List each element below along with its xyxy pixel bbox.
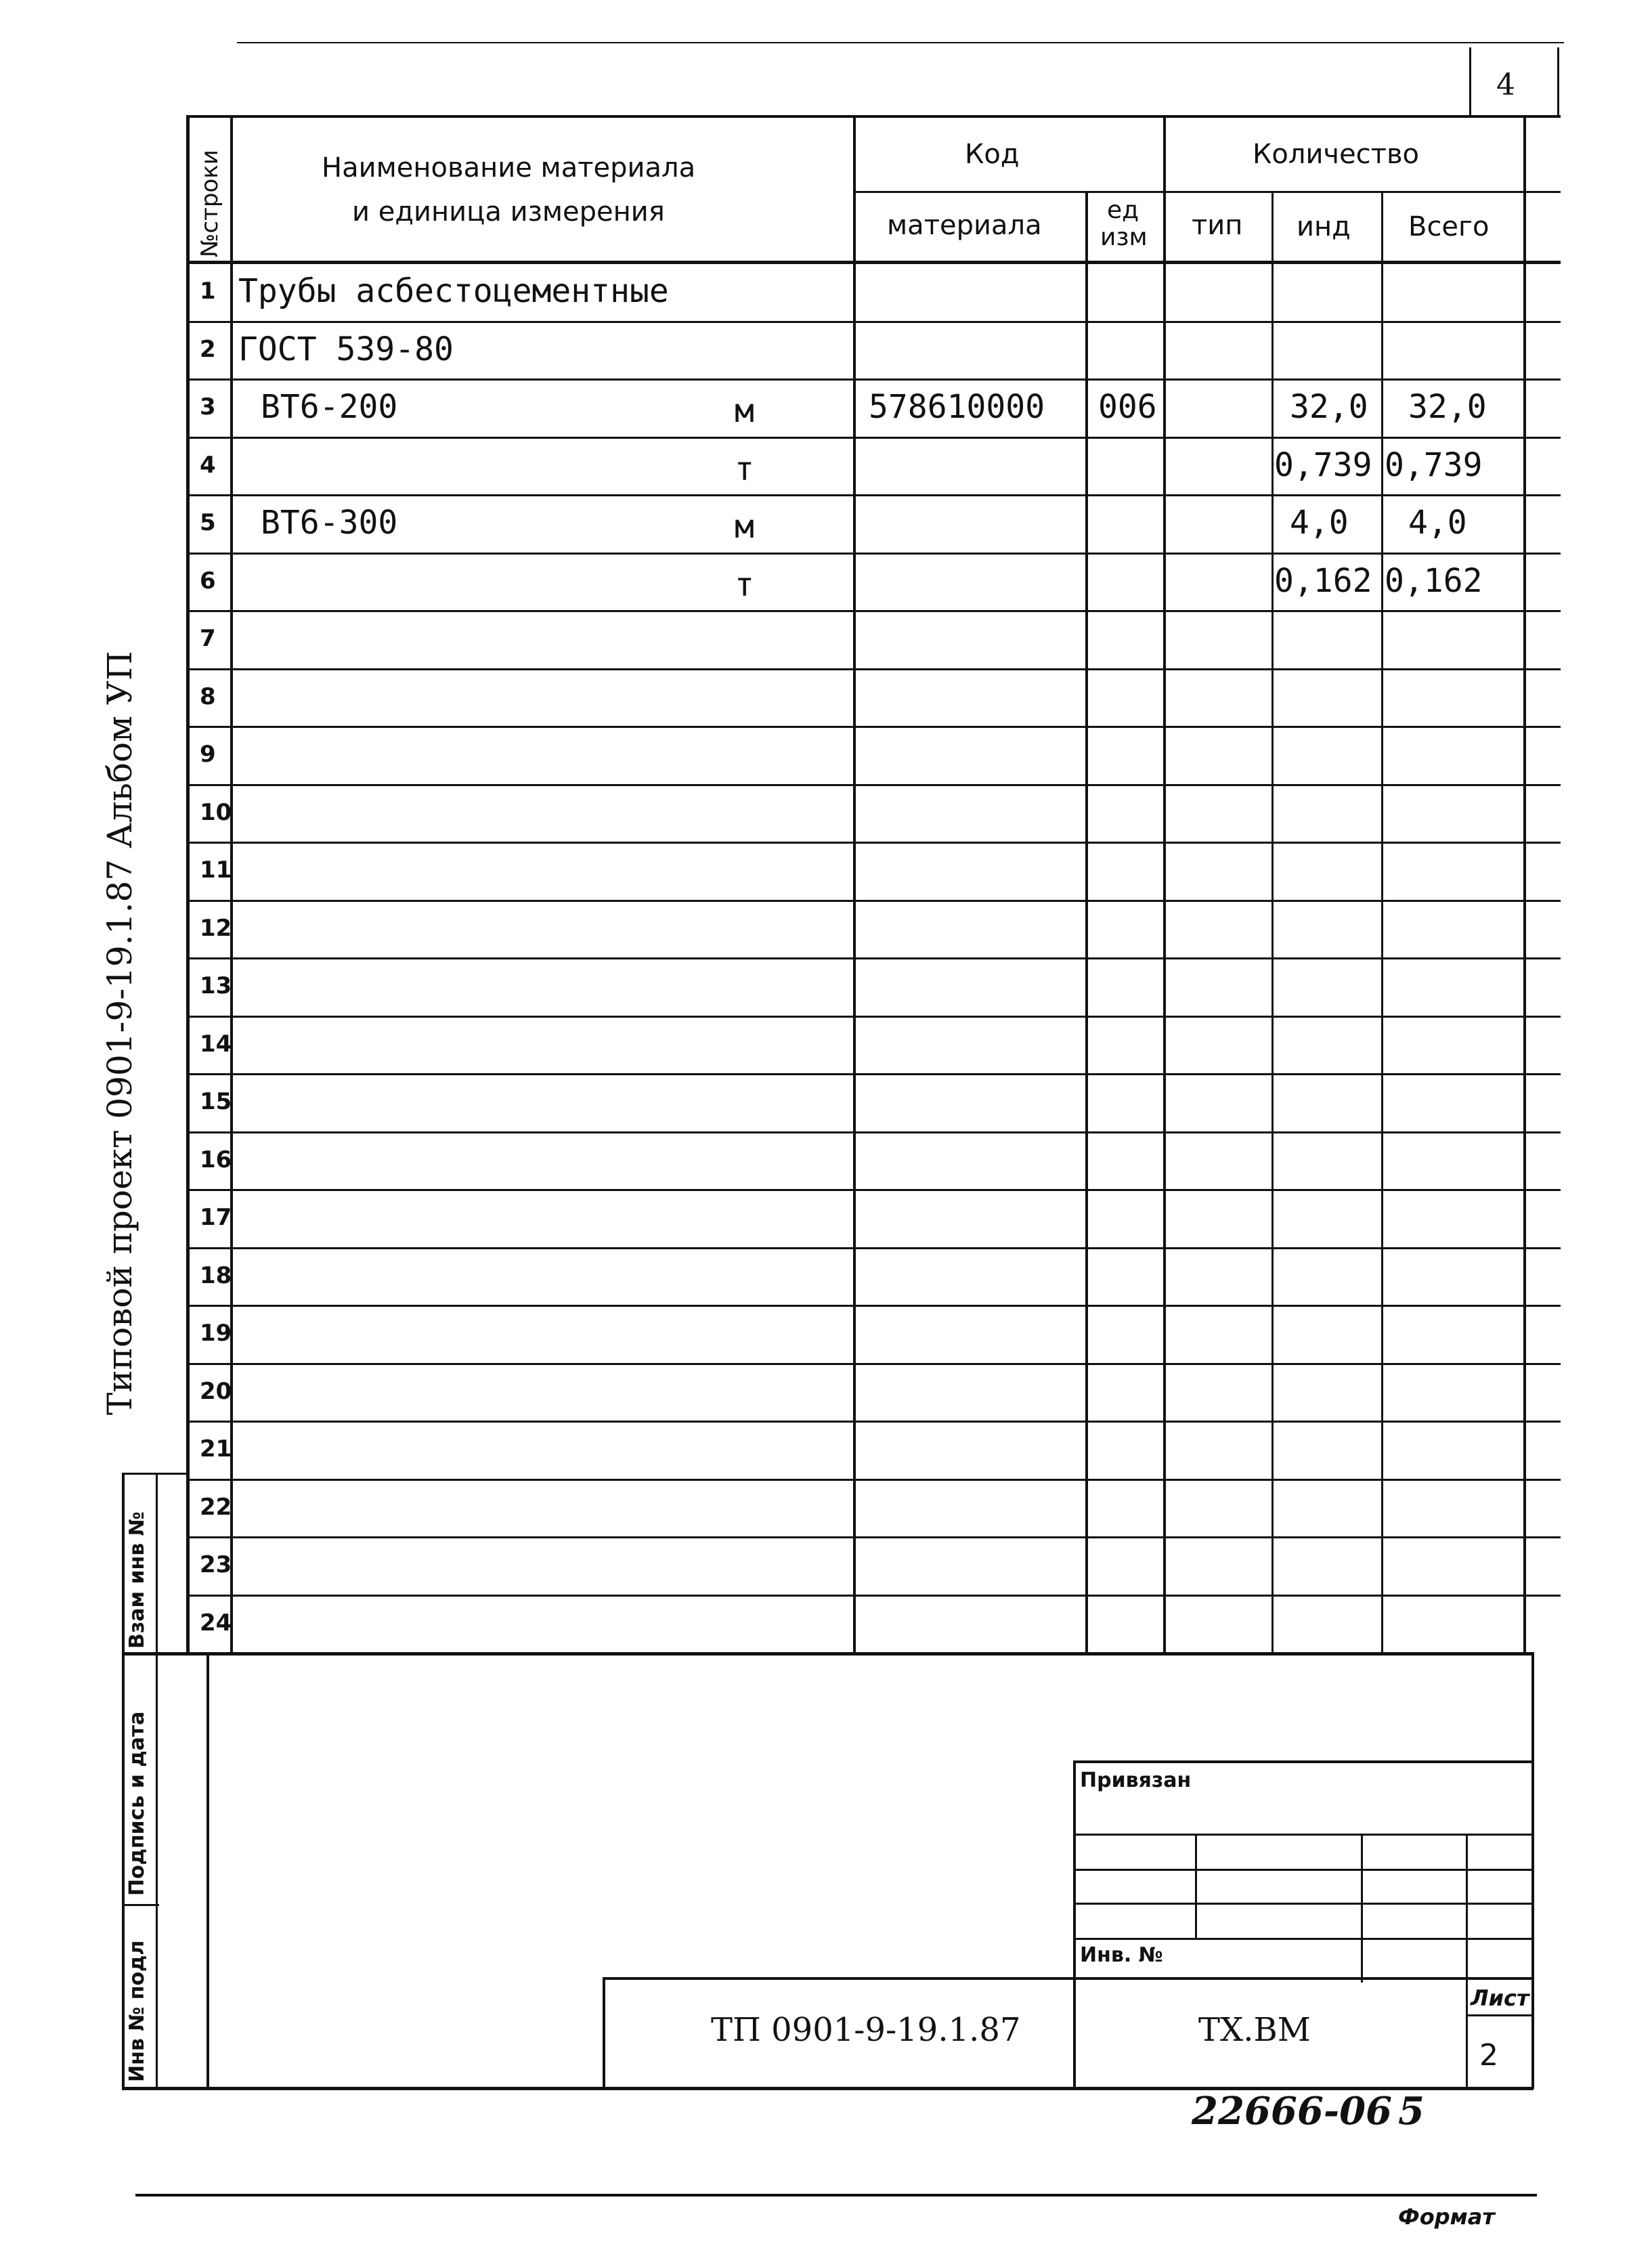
row-number: 13 (200, 972, 232, 999)
handwritten-number: 22666-06 (1192, 2089, 1392, 2134)
row-number: 4 (200, 451, 216, 479)
handwritten-number-2: 5 (1398, 2089, 1425, 2134)
row-divider (186, 1247, 1561, 1249)
doc-code: ТП 0901-9-19.1.87 (711, 2011, 1021, 2049)
row-divider (186, 437, 1561, 439)
row-divider (186, 1536, 1561, 1538)
material-name: ГОСТ 539-80 (238, 330, 454, 368)
podpis-label: Подпись и дата (125, 1711, 149, 1896)
header-name-line1: Наименование материала (322, 152, 696, 183)
inv-podl-label: Инв № подл (125, 1940, 149, 2082)
row-divider (186, 553, 1561, 555)
row-number: 17 (200, 1204, 232, 1231)
row-number: 7 (200, 625, 216, 652)
unit-code-cell: 006 (1098, 388, 1157, 426)
row-divider (186, 1189, 1561, 1191)
row-number: 5 (200, 509, 216, 536)
row-divider (186, 1073, 1561, 1075)
row-divider (186, 1595, 1561, 1597)
ind-cell: 32,0 (1290, 388, 1368, 426)
row-number: 6 (200, 567, 216, 594)
row-divider (186, 1305, 1561, 1307)
page-number: 4 (1496, 68, 1515, 102)
row-number: 11 (200, 857, 232, 884)
row-number: 10 (200, 798, 232, 826)
row-number: 9 (200, 741, 216, 768)
header-unit-2: изм (1100, 223, 1148, 251)
row-number: 23 (200, 1551, 232, 1578)
unit-cell: т (735, 450, 754, 488)
unit-cell: м (735, 392, 754, 430)
row-divider (186, 321, 1561, 323)
header-row-number: №строки (196, 150, 223, 257)
row-number: 21 (200, 1435, 232, 1463)
header-name-line2: и единица измерения (352, 196, 665, 228)
row-number: 18 (200, 1261, 232, 1289)
sheet-value: 2 (1479, 2038, 1498, 2073)
row-number: 8 (200, 683, 216, 710)
row-divider (186, 957, 1561, 959)
row-divider (186, 726, 1561, 728)
row-divider (186, 494, 1561, 496)
unit-cell: м (735, 508, 754, 546)
material-name: Трубы асбестоцементные (238, 272, 669, 310)
row-number: 24 (200, 1609, 232, 1637)
total-cell: 0,162 (1385, 561, 1483, 600)
header-material: материала (887, 210, 1042, 241)
ind-cell: 4,0 (1290, 504, 1349, 542)
album-caption: Типовой проект 0901-9-19.1.87 Альбом УП (100, 651, 139, 1415)
header-type: тип (1192, 210, 1243, 241)
row-number: 14 (200, 1030, 232, 1058)
inv-no-label: Инв. № (1080, 1943, 1163, 1967)
material-name: ВТ6-300 (261, 504, 398, 542)
row-number: 3 (200, 393, 216, 420)
row-number: 20 (200, 1377, 232, 1405)
doc-mark: ТХ.ВМ (1198, 2011, 1311, 2049)
header-ind: инд (1297, 211, 1351, 242)
row-divider (186, 668, 1561, 670)
header-unit-1: ед (1107, 196, 1139, 224)
row-divider (186, 1363, 1561, 1365)
code-cell: 578610000 (869, 388, 1045, 426)
total-cell: 0,739 (1385, 446, 1483, 484)
row-divider (186, 378, 1561, 381)
row-number: 1 (200, 278, 216, 305)
row-divider (186, 784, 1561, 786)
privyazan-label: Привязан (1080, 1769, 1192, 1792)
row-divider (186, 900, 1561, 902)
row-number: 19 (200, 1320, 232, 1347)
total-cell: 32,0 (1408, 388, 1487, 426)
row-divider (186, 842, 1561, 844)
row-divider (186, 1479, 1561, 1481)
row-number: 12 (200, 914, 232, 942)
material-name: ВТ6-200 (261, 388, 398, 426)
vzam-inv-label: Взам инв № (125, 1511, 149, 1649)
row-divider (186, 1421, 1561, 1423)
unit-cell: т (735, 565, 754, 604)
header-code: Код (965, 139, 1020, 170)
ind-cell: 0,162 (1274, 561, 1372, 600)
row-divider (186, 610, 1561, 612)
row-divider (186, 1131, 1561, 1133)
row-divider (186, 1016, 1561, 1018)
ind-cell: 0,739 (1274, 446, 1372, 484)
sheet-label: Лист (1471, 1985, 1529, 2011)
row-number: 16 (200, 1146, 232, 1173)
row-number: 15 (200, 1088, 232, 1115)
row-number: 22 (200, 1493, 232, 1521)
total-cell: 4,0 (1408, 504, 1467, 542)
header-qty: Количество (1253, 139, 1420, 170)
row-number: 2 (200, 335, 216, 363)
format-label: Формат (1398, 2204, 1495, 2230)
header-total: Всего (1408, 211, 1490, 242)
